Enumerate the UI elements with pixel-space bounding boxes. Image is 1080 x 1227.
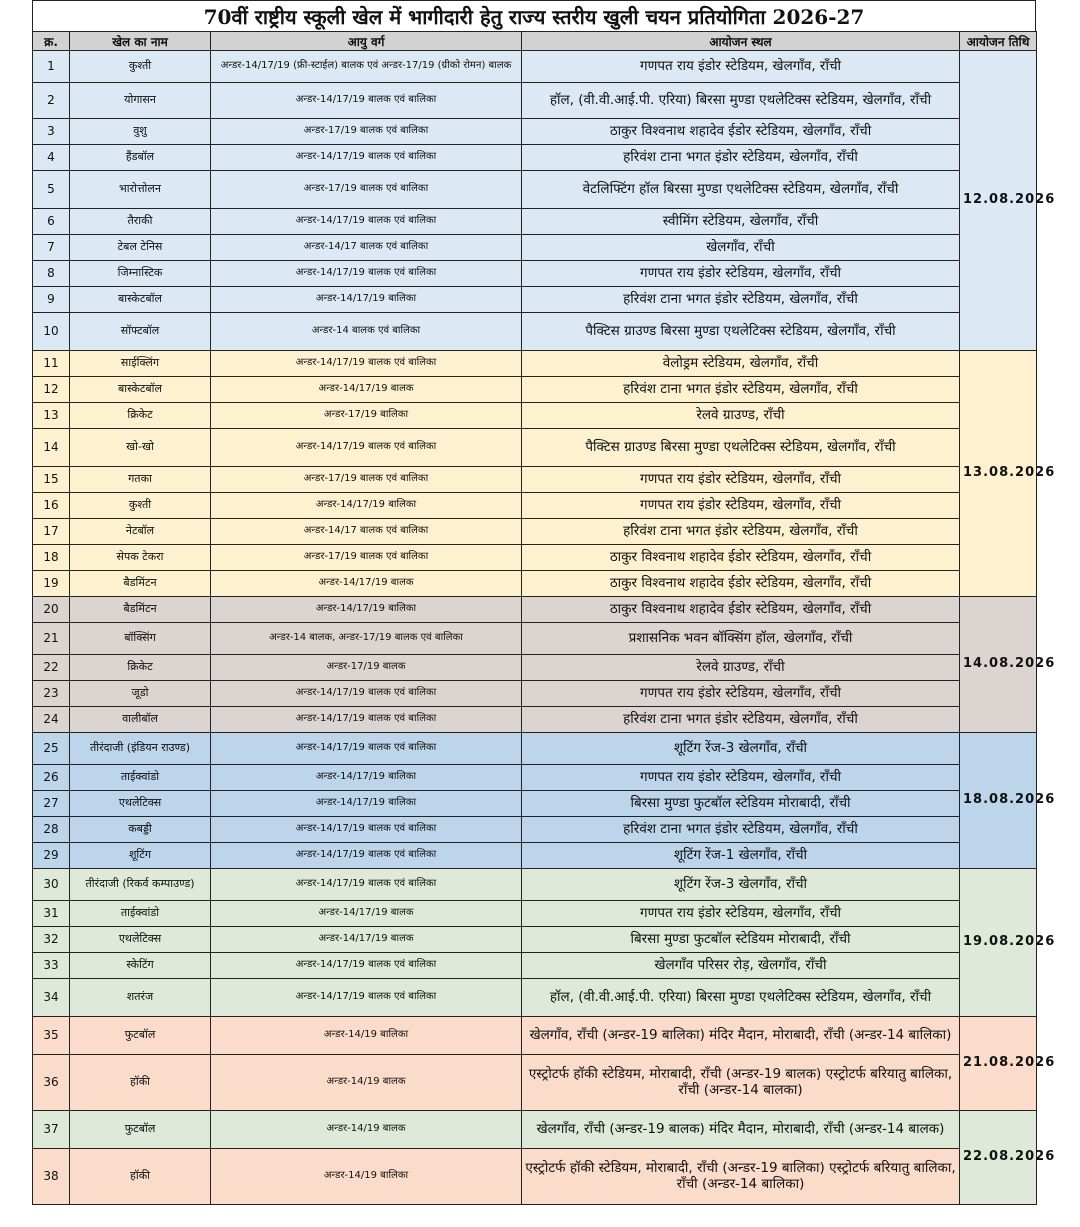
cell-serial: 22: [33, 655, 70, 681]
cell-venue: शूटिंग रेंज-3 खेलगाँव, राँची: [522, 869, 960, 901]
cell-serial: 7: [33, 235, 70, 261]
cell-age-group: अन्डर-14/17/19 बालिका: [211, 597, 522, 623]
cell-serial: 25: [33, 733, 70, 765]
cell-venue: गणपत राय इंडोर स्टेडियम, खेलगाँव, राँची: [522, 765, 960, 791]
cell-sport: हॉकी: [70, 1149, 211, 1205]
cell-serial: 16: [33, 493, 70, 519]
table-row: [33, 901, 1037, 927]
cell-serial: 21: [33, 623, 70, 655]
cell-venue: गणपत राय इंडोर स्टेडियम, खेलगाँव, राँची: [522, 681, 960, 707]
cell-serial: 6: [33, 209, 70, 235]
cell-sport: बास्केटबॉल: [70, 377, 211, 403]
cell-serial: 23: [33, 681, 70, 707]
cell-serial: 37: [33, 1111, 70, 1149]
table-row: [33, 623, 1037, 655]
cell-venue: शूटिंग रेंज-3 खेलगाँव, राँची: [522, 733, 960, 765]
cell-serial: 3: [33, 119, 70, 145]
cell-age-group: अन्डर-17/19 बालक: [211, 655, 522, 681]
table-row: [33, 403, 1037, 429]
cell-serial: 1: [33, 51, 70, 83]
table-row: [33, 927, 1037, 953]
cell-serial: 34: [33, 979, 70, 1017]
cell-serial: 17: [33, 519, 70, 545]
cell-age-group: अन्डर-14/17/19 बालक एवं बालिका: [211, 869, 522, 901]
table-row: [33, 655, 1037, 681]
col-header-serial: क्र.: [33, 32, 70, 51]
cell-sport: कुश्ती: [70, 51, 211, 83]
cell-date: 19.08.2026: [960, 869, 1037, 1017]
cell-venue: शूटिंग रेंज-1 खेलगाँव, राँची: [522, 843, 960, 869]
cell-sport: कुश्ती: [70, 493, 211, 519]
schedule-table: [32, 31, 1056, 1205]
cell-serial: 33: [33, 953, 70, 979]
cell-sport: सेपक टेकरा: [70, 545, 211, 571]
cell-venue: खेलगाँव, राँची (अन्डर-19 बालिका) मंदिर मैदान, मोराबादी, राँची (अन्डर-14 बालिका): [522, 1017, 960, 1055]
cell-venue: बिरसा मुण्डा फुटबॉल स्टेडियम मोराबादी, राँची: [522, 791, 960, 817]
table-row: [33, 313, 1037, 351]
cell-serial: 24: [33, 707, 70, 733]
table-row: [33, 235, 1037, 261]
cell-age-group: अन्डर-14/17/19 बालिका: [211, 765, 522, 791]
cell-sport: हैंडबॉल: [70, 145, 211, 171]
cell-sport: ताईक्वांडो: [70, 901, 211, 927]
cell-venue: स्वीमिंग स्टेडियम, खेलगाँव, राँची: [522, 209, 960, 235]
cell-venue: वेलोड्रम स्टेडियम, खेलगाँव, राँची: [522, 351, 960, 377]
cell-age-group: अन्डर-14/17 बालक एवं बालिका: [211, 519, 522, 545]
cell-serial: 5: [33, 171, 70, 209]
cell-age-group: अन्डर-14/19 बालिका: [211, 1149, 522, 1205]
cell-sport: बास्केटबॉल: [70, 287, 211, 313]
cell-age-group: अन्डर-14/19 बालक: [211, 1111, 522, 1149]
table-row: [33, 209, 1037, 235]
cell-age-group: अन्डर-14/17/19 बालक एवं बालिका: [211, 681, 522, 707]
col-header-date: आयोजन तिथि: [960, 32, 1037, 51]
cell-sport: हॉकी: [70, 1055, 211, 1111]
cell-serial: 19: [33, 571, 70, 597]
cell-serial: 27: [33, 791, 70, 817]
cell-age-group: अन्डर-14/17/19 बालक एवं बालिका: [211, 83, 522, 119]
cell-age-group: अन्डर-14/17/19 बालक एवं बालिका: [211, 953, 522, 979]
table-row: [33, 597, 1037, 623]
cell-age-group: अन्डर-14/17/19 बालक एवं बालिका: [211, 145, 522, 171]
cell-sport: तीरंदाजी (इंडियन राउण्ड): [70, 733, 211, 765]
cell-venue: बिरसा मुण्डा फुटबॉल स्टेडियम मोराबादी, राँची: [522, 927, 960, 953]
cell-age-group: अन्डर-14/17/19 बालक एवं बालिका: [211, 351, 522, 377]
cell-sport: क्रिकेट: [70, 655, 211, 681]
cell-sport: तैराकी: [70, 209, 211, 235]
cell-venue: एस्ट्रोटर्फ हॉकी स्टेडियम, मोराबादी, राँची (अन्डर-19 बालिका) एस्ट्रोटर्फ बरियातु बालिका, राँची (अन्डर-14 बालिका): [522, 1149, 960, 1205]
table-row: [33, 351, 1037, 377]
cell-age-group: अन्डर-14/17/19 बालक एवं बालिका: [211, 817, 522, 843]
cell-venue: खेलगाँव, राँची: [522, 235, 960, 261]
table-row: [33, 467, 1037, 493]
cell-age-group: अन्डर-14/17 बालक एवं बालिका: [211, 235, 522, 261]
cell-serial: 9: [33, 287, 70, 313]
table-row: [33, 765, 1037, 791]
cell-sport: योगासन: [70, 83, 211, 119]
cell-age-group: अन्डर-14/17/19 बालक एवं बालिका: [211, 979, 522, 1017]
cell-venue: ठाकुर विश्वनाथ शहादेव ईडोर स्टेडियम, खेलगाँव, राँची: [522, 597, 960, 623]
cell-date: 12.08.2026: [960, 51, 1037, 351]
cell-venue: हरिवंश टाना भगत इंडोर स्टेडियम, खेलगाँव, राँची: [522, 817, 960, 843]
cell-age-group: अन्डर-14/17/19 बालिका: [211, 287, 522, 313]
cell-venue: ठाकुर विश्वनाथ शहादेव ईडोर स्टेडियम, खेलगाँव, राँची: [522, 571, 960, 597]
cell-age-group: अन्डर-14 बालक एवं बालिका: [211, 313, 522, 351]
page-title: 70वीं राष्ट्रीय स्कूली खेल में भागीदारी हेतु राज्य स्तरीय खुली चयन प्रतियोगिता 2026-27: [32, 0, 1036, 31]
cell-venue: हॉल, (वी.वी.आई.पी. एरिया) बिरसा मुण्डा एथलेटिक्स स्टेडियम, खेलगाँव, राँची: [522, 83, 960, 119]
table-row: [33, 571, 1037, 597]
cell-venue: गणपत राय इंडोर स्टेडियम, खेलगाँव, राँची: [522, 467, 960, 493]
cell-age-group: अन्डर-14/17/19 बालक एवं बालिका: [211, 261, 522, 287]
cell-serial: 26: [33, 765, 70, 791]
cell-date: 22.08.2026: [960, 1111, 1037, 1205]
cell-serial: 20: [33, 597, 70, 623]
cell-venue: हॉल, (वी.वी.आई.पी. एरिया) बिरसा मुण्डा एथलेटिक्स स्टेडियम, खेलगाँव, राँची: [522, 979, 960, 1017]
cell-serial: 2: [33, 83, 70, 119]
table-row: [33, 733, 1037, 765]
cell-sport: एथलेटिक्स: [70, 927, 211, 953]
cell-venue: खेलगाँव, राँची (अन्डर-19 बालक) मंदिर मैदान, मोराबादी, राँची (अन्डर-14 बालक): [522, 1111, 960, 1149]
cell-sport: गतका: [70, 467, 211, 493]
table-row: [33, 869, 1037, 901]
cell-venue: हरिवंश टाना भगत इंडोर स्टेडियम, खेलगाँव, राँची: [522, 287, 960, 313]
cell-sport: बॉक्सिंग: [70, 623, 211, 655]
table-row: [33, 377, 1037, 403]
cell-serial: 15: [33, 467, 70, 493]
cell-venue: पैक्टिस ग्राउण्ड बिरसा मुण्डा एथलेटिक्स स्टेडियम, खेलगाँव, राँची: [522, 313, 960, 351]
cell-age-group: अन्डर-17/19 बालक एवं बालिका: [211, 467, 522, 493]
cell-age-group: अन्डर-14/17/19 बालक एवं बालिका: [211, 209, 522, 235]
cell-age-group: अन्डर-14/17/19 (फ्री-स्टाईल) बालक एवं अन्डर-17/19 (ग्रीको रोमन) बालक: [211, 51, 522, 83]
cell-sport: भारोत्तोलन: [70, 171, 211, 209]
cell-age-group: अन्डर-14 बालक, अन्डर-17/19 बालक एवं बालिका: [211, 623, 522, 655]
cell-venue: गणपत राय इंडोर स्टेडियम, खेलगाँव, राँची: [522, 901, 960, 927]
cell-venue: हरिवंश टाना भगत इंडोर स्टेडियम, खेलगाँव, राँची: [522, 519, 960, 545]
cell-age-group: अन्डर-14/17/19 बालक एवं बालिका: [211, 843, 522, 869]
cell-serial: 36: [33, 1055, 70, 1111]
table-row: [33, 707, 1037, 733]
table-row: [33, 843, 1037, 869]
cell-sport: नेटबॉल: [70, 519, 211, 545]
cell-sport: सॉफ्टबॉल: [70, 313, 211, 351]
cell-age-group: अन्डर-14/17/19 बालक: [211, 377, 522, 403]
cell-sport: जिम्नास्टिक: [70, 261, 211, 287]
cell-date: 13.08.2026: [960, 351, 1037, 597]
cell-venue: ठाकुर विश्वनाथ शहादेव ईडोर स्टेडियम, खेलगाँव, राँची: [522, 545, 960, 571]
cell-serial: 31: [33, 901, 70, 927]
cell-age-group: अन्डर-14/17/19 बालक: [211, 901, 522, 927]
table-row: [33, 979, 1037, 1017]
cell-serial: 13: [33, 403, 70, 429]
cell-venue: रेलवे ग्राउण्ड, राँची: [522, 403, 960, 429]
cell-sport: साईक्लिंग: [70, 351, 211, 377]
cell-serial: 35: [33, 1017, 70, 1055]
cell-sport: टेबल टेनिस: [70, 235, 211, 261]
cell-age-group: अन्डर-14/17/19 बालक एवं बालिका: [211, 429, 522, 467]
cell-sport: फुटबॉल: [70, 1017, 211, 1055]
cell-serial: 14: [33, 429, 70, 467]
col-header-venue: आयोजन स्थल: [522, 32, 960, 51]
cell-serial: 18: [33, 545, 70, 571]
cell-venue: वेटलिफ्टिंग हॉल बिरसा मुण्डा एथलेटिक्स स्टेडियम, खेलगाँव, राँची: [522, 171, 960, 209]
table-row: [33, 1111, 1037, 1149]
cell-age-group: अन्डर-17/19 बालक एवं बालिका: [211, 171, 522, 209]
cell-sport: शतरंज: [70, 979, 211, 1017]
table-row: [33, 145, 1037, 171]
cell-serial: 38: [33, 1149, 70, 1205]
cell-venue: ठाकुर विश्वनाथ शहादेव ईडोर स्टेडियम, खेलगाँव, राँची: [522, 119, 960, 145]
cell-age-group: अन्डर-17/19 बालिका: [211, 403, 522, 429]
cell-sport: बैडमिंटन: [70, 571, 211, 597]
cell-sport: फुटबॉल: [70, 1111, 211, 1149]
table-row: [33, 493, 1037, 519]
cell-age-group: अन्डर-14/17/19 बालिका: [211, 493, 522, 519]
table-header-row: [33, 32, 1037, 51]
table-row: [33, 261, 1037, 287]
table-row: [33, 1017, 1037, 1055]
cell-serial: 28: [33, 817, 70, 843]
cell-age-group: अन्डर-14/17/19 बालिका: [211, 791, 522, 817]
cell-date: 18.08.2026: [960, 733, 1037, 869]
table-row: [33, 545, 1037, 571]
table-row: [33, 681, 1037, 707]
cell-serial: 32: [33, 927, 70, 953]
table-row: [33, 51, 1037, 83]
cell-venue: रेलवे ग्राउण्ड, राँची: [522, 655, 960, 681]
cell-sport: तीरंदाजी (रिकर्व कम्पाउण्ड): [70, 869, 211, 901]
cell-venue: खेलगाँव परिसर रोड़, खेलगाँव, राँची: [522, 953, 960, 979]
cell-sport: जूडो: [70, 681, 211, 707]
cell-serial: 8: [33, 261, 70, 287]
cell-venue: गणपत राय इंडोर स्टेडियम, खेलगाँव, राँची: [522, 261, 960, 287]
cell-age-group: अन्डर-14/17/19 बालक एवं बालिका: [211, 707, 522, 733]
cell-venue: हरिवंश टाना भगत इंडोर स्टेडियम, खेलगाँव, राँची: [522, 707, 960, 733]
cell-venue: गणपत राय इंडोर स्टेडियम, खेलगाँव, राँची: [522, 493, 960, 519]
cell-age-group: अन्डर-17/19 बालक एवं बालिका: [211, 545, 522, 571]
table-row: [33, 83, 1037, 119]
cell-sport: बैडमिंटन: [70, 597, 211, 623]
cell-venue: प्रशासनिक भवन बॉक्सिंग हॉल, खेलगाँव, राँची: [522, 623, 960, 655]
cell-sport: वुशु: [70, 119, 211, 145]
table-row: [33, 953, 1037, 979]
schedule-sheet: [32, 0, 1056, 1205]
cell-date: 14.08.2026: [960, 597, 1037, 733]
cell-age-group: अन्डर-14/17/19 बालक एवं बालिका: [211, 733, 522, 765]
cell-serial: 11: [33, 351, 70, 377]
cell-venue: पैक्टिस ग्राउण्ड बिरसा मुण्डा एथलेटिक्स स्टेडियम, खेलगाँव, राँची: [522, 429, 960, 467]
cell-sport: ताईक्वांडो: [70, 765, 211, 791]
cell-venue: हरिवंश टाना भगत इंडोर स्टेडियम, खेलगाँव, राँची: [522, 377, 960, 403]
cell-age-group: अन्डर-14/17/19 बालक: [211, 927, 522, 953]
table-row: [33, 791, 1037, 817]
cell-sport: वालीबॉल: [70, 707, 211, 733]
table-row: [33, 1149, 1037, 1205]
cell-serial: 12: [33, 377, 70, 403]
cell-serial: 4: [33, 145, 70, 171]
table-row: [33, 817, 1037, 843]
cell-sport: खो-खो: [70, 429, 211, 467]
cell-sport: कबड्डी: [70, 817, 211, 843]
col-header-sport: खेल का नाम: [70, 32, 211, 51]
cell-date: 21.08.2026: [960, 1017, 1037, 1111]
cell-serial: 29: [33, 843, 70, 869]
cell-age-group: अन्डर-14/19 बालिका: [211, 1017, 522, 1055]
cell-venue: हरिवंश टाना भगत इंडोर स्टेडियम, खेलगाँव, राँची: [522, 145, 960, 171]
cell-sport: एथलेटिक्स: [70, 791, 211, 817]
table-row: [33, 1055, 1037, 1111]
table-row: [33, 119, 1037, 145]
table-row: [33, 287, 1037, 313]
cell-venue: गणपत राय इंडोर स्टेडियम, खेलगाँव, राँची: [522, 51, 960, 83]
cell-serial: 30: [33, 869, 70, 901]
col-header-age-group: आयु वर्ग: [211, 32, 522, 51]
table-row: [33, 171, 1037, 209]
cell-age-group: अन्डर-14/17/19 बालक: [211, 571, 522, 597]
cell-age-group: अन्डर-17/19 बालक एवं बालिका: [211, 119, 522, 145]
table-row: [33, 519, 1037, 545]
cell-sport: स्केटिंग: [70, 953, 211, 979]
cell-age-group: अन्डर-14/19 बालक: [211, 1055, 522, 1111]
cell-venue: एस्ट्रोटर्फ हॉकी स्टेडियम, मोराबादी, राँची (अन्डर-19 बालक) एस्ट्रोटर्फ बरियातु बालिका, राँची (अन्डर-14 बालका): [522, 1055, 960, 1111]
cell-sport: क्रिकेट: [70, 403, 211, 429]
cell-serial: 10: [33, 313, 70, 351]
cell-sport: शूटिंग: [70, 843, 211, 869]
table-row: [33, 429, 1037, 467]
